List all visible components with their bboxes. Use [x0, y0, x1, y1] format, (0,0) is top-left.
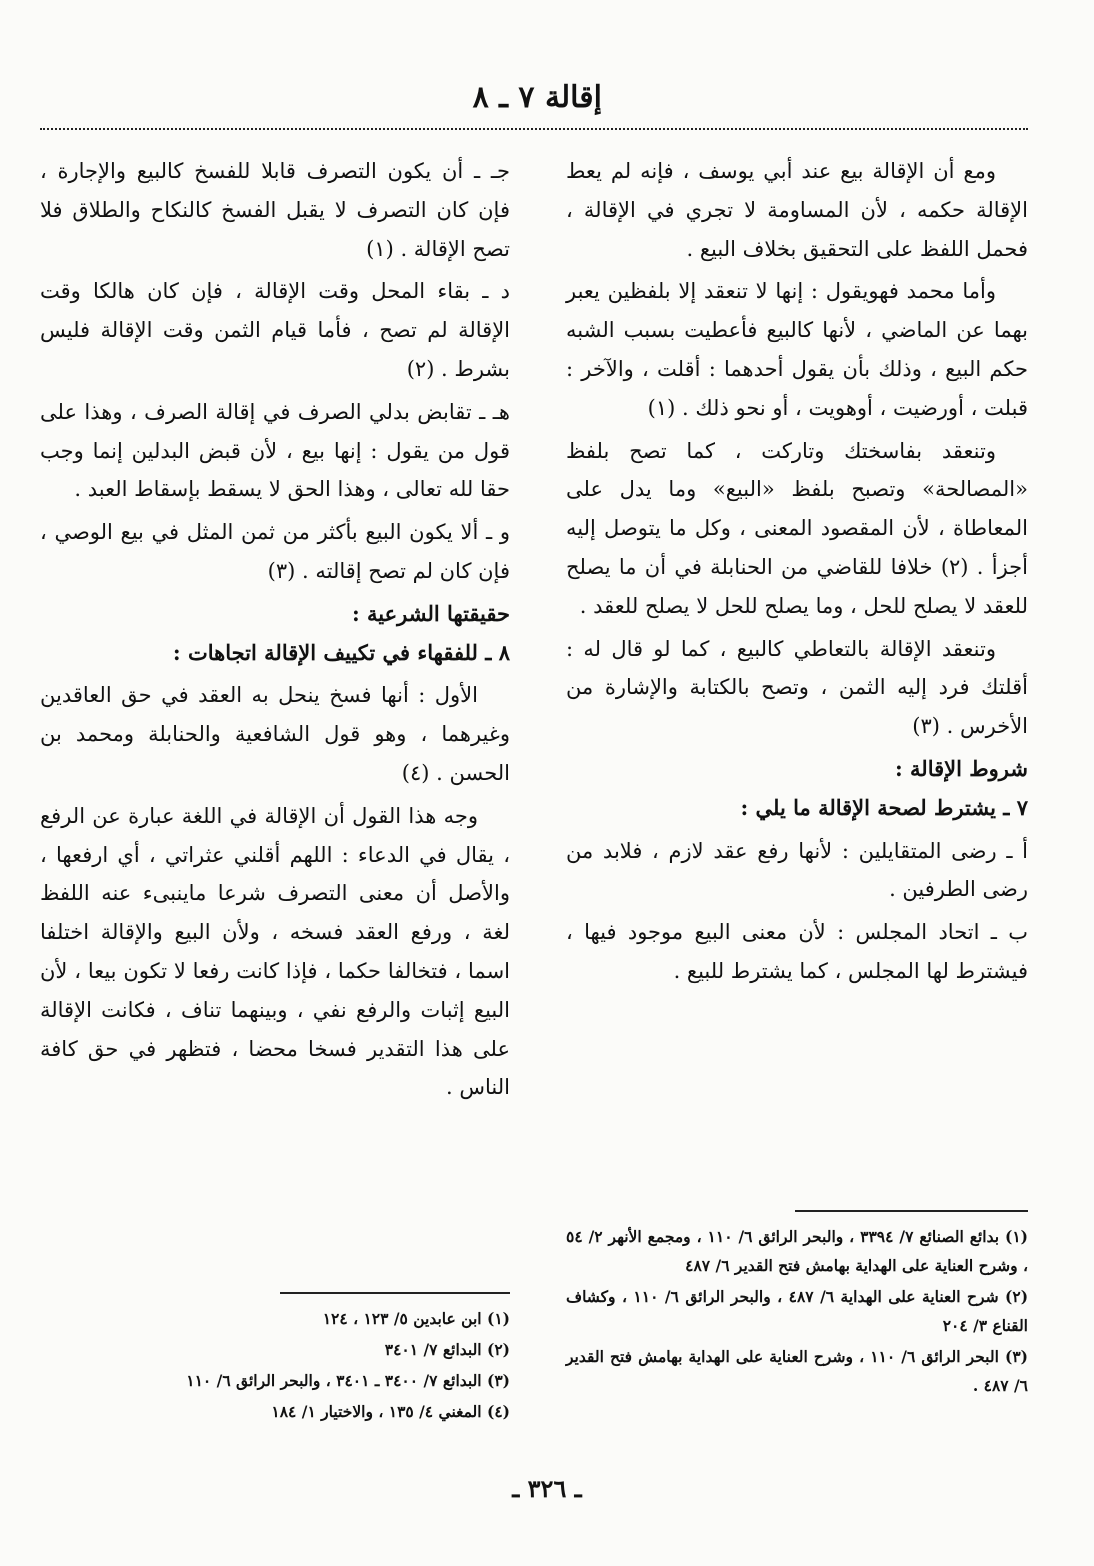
paragraph: وجه هذا القول أن الإقالة في اللغة عبارة عن الرفع ، يقال في الدعاء : اللهم أقلني عثراتي ، أي ارفعها ، والأصل أن معنى التصرف شرعا ماينبىء عنه اللفظ لغة ، ورفع العقد فسخه ، ولأن البيع والإقالة اختلفا اسما ، فتخالفا حكما ، فإذا كانت رفعا لا تكون بيعا ، لأن البيع إثبات والرفع نفي ، وبينهما تناف ، فكانت الإقالة على هذا التقدير فسخا محضا ، فتظهر في حق كافة الناس . — [40, 803, 510, 1100]
header-title: إقالة ٧ ـ ٨ — [472, 80, 602, 115]
page-number: ـ ٣٢٦ ـ — [512, 1474, 582, 1503]
footnote: (٤) المغني ٤/ ١٣٥ ، والاختيار ١/ ١٨٤ — [271, 1402, 510, 1421]
paragraph: وتنعقد الإقالة بالتعاطي كالبيع ، كما لو قال له : أقلتك فرد إليه الثمن ، وتصح بالكتابة والإشارة من الأخرس . (٣) — [566, 636, 1028, 739]
paragraph: وتنعقد بفاسختك وتاركت ، كما تصح بلفظ «المصالحة» وتصبح بلفظ «البيع» وما يدل على المعاطاة ، لأن المقصود المعنى ، وكل ما يتوصل إليه أجزأ . (٢) خلافا للقاضي من الحنابلة في أن ما يصلح للعقد لا يصلح للحل ، وما يصلح للحل لا يصلح للعقد . — [566, 438, 1028, 618]
footnotes-left — [40, 1304, 510, 1428]
paragraph: الأول : أنها فسخ ينحل به العقد في حق العاقدين وغيرهما ، وهو قول الشافعية والحنابلة ومحمد بن الحسن . (٤) — [40, 683, 510, 785]
section-heading: شروط الإقالة : — [894, 755, 1028, 781]
list-item: أ ـ رضى المتقايلين : لأنها رفع عقد لازم ، فلابد من رضى الطرفين . — [566, 838, 1028, 902]
footnote: (٣) البحر الرائق ٦/ ١١٠ ، وشرح العناية على الهداية بهامش فتح القدير ٦/ ٤٨٧ . — [566, 1347, 1029, 1395]
right-column — [566, 152, 1028, 995]
section-subheading: ٨ ـ للفقهاء في تكييف الإقالة اتجاهات : — [172, 639, 510, 665]
footnote: (١) بدائع الصنائع ٧/ ٣٣٩٤ ، والبحر الرائق ٦/ ١١٠ ، ومجمع الأنهر ٢/ ٥٤ ، وشرح العناية على الهداية بهامش فتح القدير ٦/ ٤٨٧ — [566, 1227, 1028, 1275]
footnote-divider — [280, 1292, 510, 1294]
footnote: (١) ابن عابدين ٥/ ١٢٣ ، ١٢٤ — [322, 1309, 510, 1328]
footnotes-right — [566, 1222, 1028, 1402]
list-item: و ـ ألا يكون البيع بأكثر من ثمن المثل في بيع الوصي ، فإن كان لم تصح إقالته . (٣) — [40, 520, 510, 583]
page-header — [40, 78, 1028, 130]
paragraph: ومع أن الإقالة بيع عند أبي يوسف ، فإنه لم يعط الإقالة حكمه ، لأن المساومة لا تجري في الإقالة ، فحمل اللفظ على التحقيق بخلاف البيع . — [566, 159, 1028, 261]
footnote-divider — [795, 1210, 1028, 1212]
paragraph: وأما محمد فهويقول : إنها لا تنعقد إلا بلفظين يعبر بهما عن الماضي ، لأنها كالبيع فأعطيت بسبب الشبه حكم البيع ، وذلك بأن يقول أحدهما : أقلت ، والآخر : قبلت ، أورضيت ، أوهويت ، أو نحو ذلك . (١) — [566, 279, 1028, 420]
section-heading: حقيقتها الشرعية : — [351, 600, 510, 626]
list-item: د ـ بقاء المحل وقت الإقالة ، فإن كان هالكا وقت الإقالة لم تصح ، فأما قيام الثمن وقت الإقالة فليس بشرط . (٢) — [40, 279, 510, 381]
footnote: (٣) البدائع ٧/ ٣٤٠٠ ـ ٣٤٠١ ، والبحر الرائق ٦/ ١١٠ — [186, 1371, 510, 1390]
list-item: ب ـ اتحاد المجلس : لأن معنى البيع موجود فيها ، فيشترط لها المجلس ، كما يشترط للبيع . — [566, 920, 1028, 983]
section-subheading: ٧ ـ يشترط لصحة الإقالة ما يلي : — [740, 794, 1028, 820]
list-item: هـ ـ تقابض بدلي الصرف في إقالة الصرف ، وهذا على قول من يقول : إنها بيع ، لأن قبض البدلين إنما وجب حقا لله تعالى ، وهذا الحق لا يسقط بإسقاط العبد . — [40, 399, 510, 502]
footnote: (٢) شرح العناية على الهداية ٦/ ٤٨٧ ، والبحر الرائق ٦/ ١١٠ ، وكشاف القناع ٣/ ٢٠٤ — [566, 1287, 1029, 1335]
footnote: (٢) البدائع ٧/ ٣٤٠١ — [384, 1340, 510, 1359]
list-item: جـ ـ أن يكون التصرف قابلا للفسخ كالبيع والإجارة ، فإن كان التصرف لا يقبل الفسخ كالنكاح والطلاق فلا تصح الإقالة . (١) — [40, 159, 510, 261]
left-column — [40, 152, 510, 1111]
